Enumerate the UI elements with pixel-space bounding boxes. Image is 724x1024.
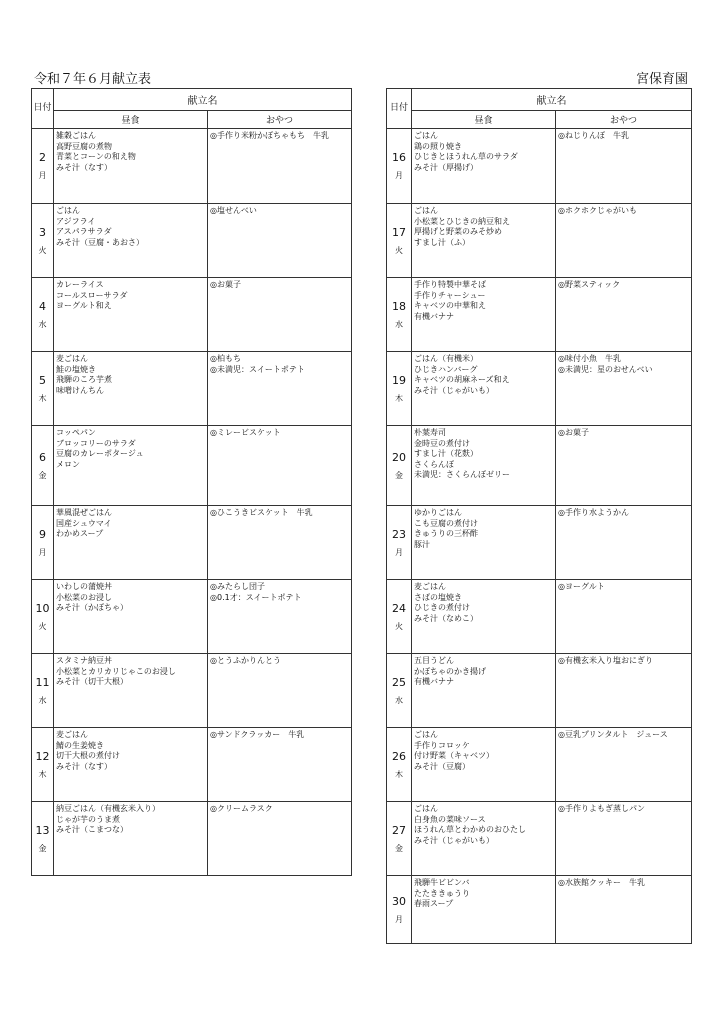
snack-item: ◎未満児：スイートポテト <box>210 364 305 374</box>
lunch-item: ひじきの煮付け <box>414 603 470 612</box>
lunch-item: みそ汁（豆腐・あおさ） <box>56 237 144 247</box>
lunch-item: みそ汁（かぼちゃ） <box>56 603 128 612</box>
lunch-item: いわしの蒲焼丼 <box>56 582 112 591</box>
day-number: 23 <box>392 527 406 541</box>
snack-item: ◎ひこうきビスケット 牛乳 <box>210 508 313 517</box>
snack-item: ◎未満児：星のおせんべい <box>558 364 653 374</box>
lunch-item: 鮭の塩焼き <box>56 364 96 374</box>
weekday: 月 <box>395 914 403 924</box>
lunch-item: 切干大根の煮付け <box>56 751 120 760</box>
day-number: 25 <box>392 675 406 689</box>
lunch-cell <box>54 129 208 204</box>
day-cell <box>387 506 412 580</box>
snack-cell <box>208 204 352 278</box>
lunch-item: 豆腐のカレーポタージュ <box>56 449 144 458</box>
menu-row <box>387 876 692 944</box>
lunch-header: 昼食 <box>54 111 208 129</box>
lunch-cell <box>412 506 556 580</box>
snack-item: ◎お菓子 <box>210 280 241 289</box>
snack-cell <box>208 278 352 352</box>
lunch-item: ひじきとほうれん草のサラダ <box>414 152 518 161</box>
day-number: 20 <box>392 450 406 464</box>
snack-item: ◎手作り米粉かぼちゃもち 牛乳 <box>210 131 329 140</box>
lunch-item: たたききゅうり <box>414 888 470 898</box>
day-number: 2 <box>39 151 46 164</box>
lunch-cell <box>412 352 556 426</box>
lunch-header: 昼食 <box>412 111 556 129</box>
lunch-item: ごはん <box>56 206 80 215</box>
lunch-item: キャベツの胡麻ネーズ和え <box>414 375 510 384</box>
lunch-item: ごはん <box>414 804 438 813</box>
weekday: 水 <box>38 319 47 329</box>
lunch-item: 未満児：さくらんぼゼリー <box>414 470 510 479</box>
day-number: 26 <box>392 749 406 763</box>
snack-item: ◎ねじりんぼ 牛乳 <box>558 131 629 140</box>
lunch-item: 華風混ぜごはん <box>56 508 112 517</box>
lunch-item: みそ汁（厚揚げ） <box>414 162 478 172</box>
weekday: 火 <box>38 621 47 631</box>
day-number: 9 <box>39 527 46 541</box>
snack-item: ◎みたらし団子 <box>210 582 265 591</box>
day-number: 16 <box>392 151 406 164</box>
weekday: 木 <box>395 769 403 779</box>
lunch-item: アジフライ <box>56 216 96 226</box>
day-number: 30 <box>392 894 406 908</box>
lunch-cell <box>54 580 208 654</box>
lunch-item: 高野豆腐の煮物 <box>56 141 112 151</box>
snack-cell <box>556 204 692 278</box>
lunch-item: わかめスープ <box>56 529 104 538</box>
day-cell <box>387 352 412 426</box>
lunch-item: スタミナ納豆丼 <box>56 656 112 665</box>
lunch-cell <box>54 802 208 876</box>
menu-row <box>32 506 352 580</box>
weekday: 火 <box>395 621 403 631</box>
lunch-item: みそ汁（切干大根） <box>56 677 128 686</box>
lunch-item: カレーライス <box>56 280 104 289</box>
snack-header: おやつ <box>556 111 692 129</box>
day-number: 27 <box>392 823 406 837</box>
day-cell <box>32 129 54 204</box>
lunch-cell <box>54 728 208 802</box>
day-cell <box>32 352 54 426</box>
day-number: 24 <box>392 601 406 615</box>
day-cell <box>32 278 54 352</box>
lunch-item: 小松菜とカリカリじゃこのお浸し <box>56 666 176 676</box>
lunch-item: 雑穀ごはん <box>56 131 96 140</box>
day-cell <box>32 802 54 876</box>
snack-item: ◎柏もち <box>210 354 241 363</box>
lunch-item: 厚揚げと野菜のみそ炒め <box>414 227 502 236</box>
lunch-item: ヨーグルト和え <box>56 301 112 310</box>
weekday: 木 <box>38 769 47 779</box>
lunch-item: 鶏の照り焼き <box>414 141 462 151</box>
lunch-item: かぼちゃのかき揚げ <box>414 666 486 676</box>
day-header: 日付 <box>32 89 54 129</box>
lunch-item: ごはん <box>414 131 438 140</box>
weekday: 金 <box>38 470 47 480</box>
day-cell <box>32 506 54 580</box>
snack-cell <box>556 426 692 506</box>
day-cell <box>32 580 54 654</box>
day-number: 13 <box>35 823 50 837</box>
lunch-cell <box>54 278 208 352</box>
snack-item: ◎豆乳プリンタルト ジュース <box>558 730 668 739</box>
page-title: 令和７年６月献立表 <box>34 72 152 87</box>
lunch-item: コールスローサラダ <box>56 290 128 300</box>
weekday: 水 <box>38 695 47 705</box>
snack-cell <box>556 728 692 802</box>
snack-cell <box>208 506 352 580</box>
snack-item: ◎ミレービスケット <box>210 428 281 437</box>
weekday: 月 <box>395 171 403 180</box>
lunch-item: こも豆腐の煮付け <box>414 518 478 528</box>
day-number: 11 <box>35 675 50 689</box>
lunch-item: 味噌けんちん <box>56 385 104 395</box>
snack-cell <box>208 352 352 426</box>
day-cell <box>387 426 412 506</box>
menu-row <box>32 129 352 204</box>
menu-row <box>387 129 692 204</box>
lunch-item: 麦ごはん <box>414 582 446 591</box>
lunch-cell <box>412 654 556 728</box>
lunch-item: すまし汁（花麩） <box>414 449 478 458</box>
lunch-item: ひじきハンバーグ <box>414 364 478 374</box>
lunch-item: 手作り特製中華そば <box>414 280 486 289</box>
menu-row <box>32 580 352 654</box>
day-number: 3 <box>39 225 46 239</box>
day-cell <box>387 278 412 352</box>
day-header: 日付 <box>387 89 412 129</box>
menu-row <box>387 728 692 802</box>
lunch-item: 付け野菜（キャベツ） <box>414 751 494 760</box>
snack-cell <box>556 506 692 580</box>
snack-item: ◎味付小魚 牛乳 <box>558 354 621 363</box>
weekday: 水 <box>395 319 403 329</box>
lunch-cell <box>412 204 556 278</box>
snack-cell <box>556 129 692 204</box>
lunch-cell <box>412 580 556 654</box>
lunch-cell <box>412 876 556 944</box>
snack-item: ◎ヨーグルト <box>558 582 605 591</box>
day-cell <box>387 802 412 876</box>
menu-row <box>387 654 692 728</box>
lunch-item: ほうれん草とわかめのおひたし <box>414 825 526 834</box>
day-number: 12 <box>35 749 50 763</box>
menu-row <box>387 580 692 654</box>
menu-table-right <box>386 88 692 944</box>
lunch-item: さくらんぼ <box>414 459 454 469</box>
lunch-item: キャベツの中華和え <box>414 301 486 310</box>
menu-row <box>32 728 352 802</box>
day-cell <box>32 654 54 728</box>
lunch-item: 手作りコロッケ <box>414 740 470 750</box>
menu-row <box>32 352 352 426</box>
lunch-cell <box>54 426 208 506</box>
snack-cell <box>208 654 352 728</box>
menu-row <box>32 426 352 506</box>
lunch-item: みそ汁（なめこ） <box>414 613 478 623</box>
snack-item: ◎手作りよもぎ蒸しパン <box>558 804 645 813</box>
lunch-item: 飛騨のころ芋煮 <box>56 375 112 384</box>
lunch-item: みそ汁（なす） <box>56 761 112 771</box>
snack-cell <box>556 278 692 352</box>
lunch-item: さばの塩焼き <box>414 592 462 602</box>
weekday: 月 <box>38 171 47 180</box>
day-number: 10 <box>35 601 50 615</box>
lunch-item: 五目うどん <box>414 656 454 665</box>
organization-name: 宮保育園 <box>635 72 688 87</box>
weekday: 月 <box>395 547 403 557</box>
lunch-item: 麦ごはん <box>56 354 88 363</box>
lunch-cell <box>412 802 556 876</box>
day-cell <box>387 580 412 654</box>
weekday: 木 <box>395 393 403 403</box>
snack-item: ◎水族館クッキー 牛乳 <box>558 878 645 887</box>
lunch-item: みそ汁（なす） <box>56 162 112 172</box>
lunch-item: 手作りチャーシュー <box>414 290 486 300</box>
snack-cell <box>556 876 692 944</box>
day-number: 6 <box>39 450 46 464</box>
day-cell <box>387 654 412 728</box>
weekday: 金 <box>395 470 403 480</box>
lunch-item: メロン <box>56 459 80 469</box>
weekday: 金 <box>38 843 47 853</box>
weekday: 月 <box>38 547 47 557</box>
weekday: 水 <box>395 695 403 705</box>
menu-row <box>32 654 352 728</box>
lunch-cell <box>54 204 208 278</box>
menu-row <box>32 278 352 352</box>
lunch-item: じゃが芋のうま煮 <box>56 814 120 824</box>
lunch-item: ごはん <box>414 730 438 739</box>
day-cell <box>32 204 54 278</box>
lunch-item: ブロッコリーのサラダ <box>56 438 136 448</box>
weekday: 木 <box>38 393 47 403</box>
menu-header: 献立名 <box>412 89 692 111</box>
weekday: 火 <box>395 245 403 255</box>
lunch-cell <box>412 278 556 352</box>
day-number: 5 <box>39 373 46 387</box>
lunch-cell <box>412 129 556 204</box>
day-number: 17 <box>392 225 406 239</box>
snack-cell <box>556 580 692 654</box>
lunch-item: みそ汁（こまつな） <box>56 825 128 834</box>
day-cell <box>387 204 412 278</box>
snack-item: ◎有機玄米入り塩おにぎり <box>558 656 653 665</box>
menu-row <box>387 506 692 580</box>
snack-cell <box>208 802 352 876</box>
lunch-cell <box>54 654 208 728</box>
lunch-item: 国産シュウマイ <box>56 518 112 528</box>
snack-item: ◎ホクホクじゃがいも <box>558 206 637 215</box>
menu-header: 献立名 <box>54 89 352 111</box>
lunch-item: みそ汁（じゃがいも） <box>414 385 494 395</box>
lunch-item: 春雨スープ <box>414 899 454 908</box>
lunch-item: みそ汁（豆腐） <box>414 761 470 771</box>
day-cell <box>387 129 412 204</box>
snack-item: ◎0.1才：スイートポテト <box>210 592 302 602</box>
lunch-item: 納豆ごはん（有機玄米入り） <box>56 804 160 813</box>
snack-header: おやつ <box>208 111 352 129</box>
day-number: 4 <box>39 299 46 313</box>
lunch-item: みそ汁（じゃがいも） <box>414 835 494 845</box>
lunch-item: 青菜とコーンの和え物 <box>56 152 136 161</box>
snack-cell <box>208 580 352 654</box>
lunch-cell <box>54 352 208 426</box>
snack-item: ◎野菜スティック <box>558 280 621 289</box>
day-cell <box>32 426 54 506</box>
snack-cell <box>208 728 352 802</box>
weekday: 金 <box>395 843 403 853</box>
lunch-item: 豚汁 <box>414 539 430 549</box>
lunch-item: ごはん <box>414 206 438 215</box>
menu-row <box>32 204 352 278</box>
day-cell <box>387 876 412 944</box>
lunch-item: きゅうりの三杯酢 <box>414 529 478 538</box>
menu-row <box>387 278 692 352</box>
snack-cell <box>208 129 352 204</box>
lunch-item: 鯖の生姜焼き <box>56 740 104 750</box>
lunch-item: 金時豆の煮付け <box>414 438 470 448</box>
snack-item: ◎手作り水ようかん <box>558 508 629 517</box>
day-cell <box>387 728 412 802</box>
lunch-item: 白身魚の菜味ソース <box>414 814 486 824</box>
lunch-item: アスパラサラダ <box>56 227 112 236</box>
snack-item: ◎お菓子 <box>558 428 589 437</box>
weekday: 火 <box>38 245 47 255</box>
day-number: 18 <box>392 299 406 313</box>
lunch-item: コッペパン <box>56 428 96 437</box>
menu-row <box>387 802 692 876</box>
snack-item: ◎塩せんべい <box>210 206 257 215</box>
day-cell <box>32 728 54 802</box>
lunch-item: 有機バナナ <box>414 311 454 321</box>
lunch-cell <box>412 728 556 802</box>
lunch-cell <box>412 426 556 506</box>
snack-item: ◎とうふかりんとう <box>210 656 281 665</box>
menu-table-left <box>31 88 352 876</box>
menu-row <box>387 426 692 506</box>
snack-cell <box>208 426 352 506</box>
lunch-item: ごはん（有機米） <box>414 354 478 363</box>
day-number: 19 <box>392 373 406 387</box>
lunch-item: ゆかりごはん <box>414 508 462 517</box>
lunch-cell <box>54 506 208 580</box>
lunch-item: 小松菜とひじきの納豆和え <box>414 216 510 226</box>
snack-cell <box>556 352 692 426</box>
menu-row <box>387 352 692 426</box>
snack-cell <box>556 802 692 876</box>
snack-item: ◎サンドクラッカー 牛乳 <box>210 730 305 739</box>
lunch-item: 麦ごはん <box>56 730 88 739</box>
menu-row <box>32 802 352 876</box>
lunch-item: すまし汁（ふ） <box>414 237 470 247</box>
lunch-item: 有機バナナ <box>414 677 454 686</box>
lunch-item: 飛騨牛ビビンバ <box>414 878 470 887</box>
lunch-item: 小松菜のお浸し <box>56 592 112 602</box>
snack-item: ◎クリームラスク <box>210 804 273 813</box>
snack-cell <box>556 654 692 728</box>
menu-row <box>387 204 692 278</box>
lunch-item: 朴葉寿司 <box>414 428 446 437</box>
